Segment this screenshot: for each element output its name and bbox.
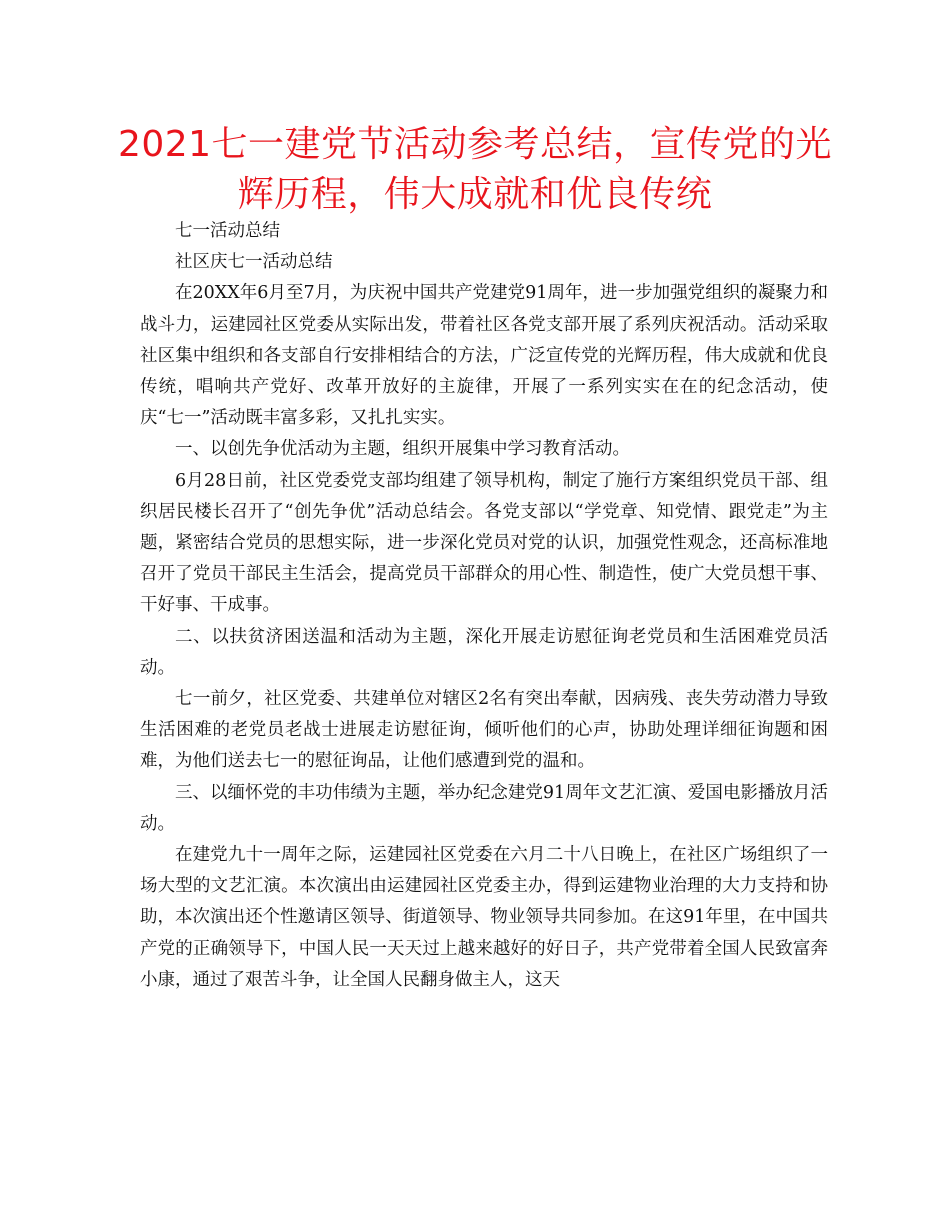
paragraph: 七一活动总结 [175,221,280,241]
paragraph: 三、以缅怀党的丰功伟绩为主题，举办纪念建党91周年文艺汇演、爱国电影播放月活动。 [140,782,828,834]
document-title: 2021七一建党节活动参考总结，宣传党的光辉历程，伟大成就和优良传统 [117,124,833,215]
paragraph: 6月28日前，社区党委党支部均组建了领导机构，制定了施行方案组织党员干部、组织居民楼长召开了“创先争优”活动总结会。各党支部以“学党章、知党情、跟党走”为主题，紧密结合党员的思想实际，进一步深化党员对党的认识，加强党性观念，还高标准地召开了党员干部民主生活会，提高党员干部群众的用心性、制造性，使广大党员想干事、干好事、干成事。 [140,470,828,616]
paragraph: 二、以扶贫济困送温和活动为主题，深化开展走访慰征询老党员和生活困难党员活动。 [140,626,828,678]
paragraph: 社区庆七一活动总结 [175,252,333,273]
paragraph: 七一前夕，社区党委、共建单位对辖区2名有突出奉献，因病残、丧失劳动潜力导致生活困难的老党员老战士进展走访慰征询，倾听他们的心声，协助处理详细征询题和困难，为他们送去七一的慰征询品，让他们感遭到党的温和。 [140,689,828,772]
document-body [140,216,828,996]
paragraph: 在20XX年6月至7月，为庆祝中国共产党建党91周年，进一步加强党组织的凝聚力和战斗力，运建园社区党委从实际出发，带着社区各党支部开展了系列庆祝活动。活动采取社区集中组织和各支部自行安排相结合的方法，广泛宣传党的光辉历程，伟大成就和优良传统，唱响共产党好、改革开放好的主旋律，开展了一系列实实在在的纪念活动，使庆“七一”活动既丰富多彩，又扎扎实实。 [140,283,828,429]
paragraph: 在建党九十一周年之际，运建园社区党委在六月二十八日晚上，在社区广场组织了一场大型的文艺汇演。本次演出由运建园社区党委主办，得到运建物业治理的大力支持和协助，本次演出还个性邀请区领导、街道领导、物业领导共同参加。在这91年里，在中国共产党的正确领导下，中国人民一天天过上越来越好的好日子，共产党带着全国人民致富奔小康，通过了艰苦斗争，让全国人民翻身做主人，这天 [140,845,828,990]
paragraph: 一、以创先争优活动为主题，组织开展集中学习教育活动。 [175,439,630,460]
